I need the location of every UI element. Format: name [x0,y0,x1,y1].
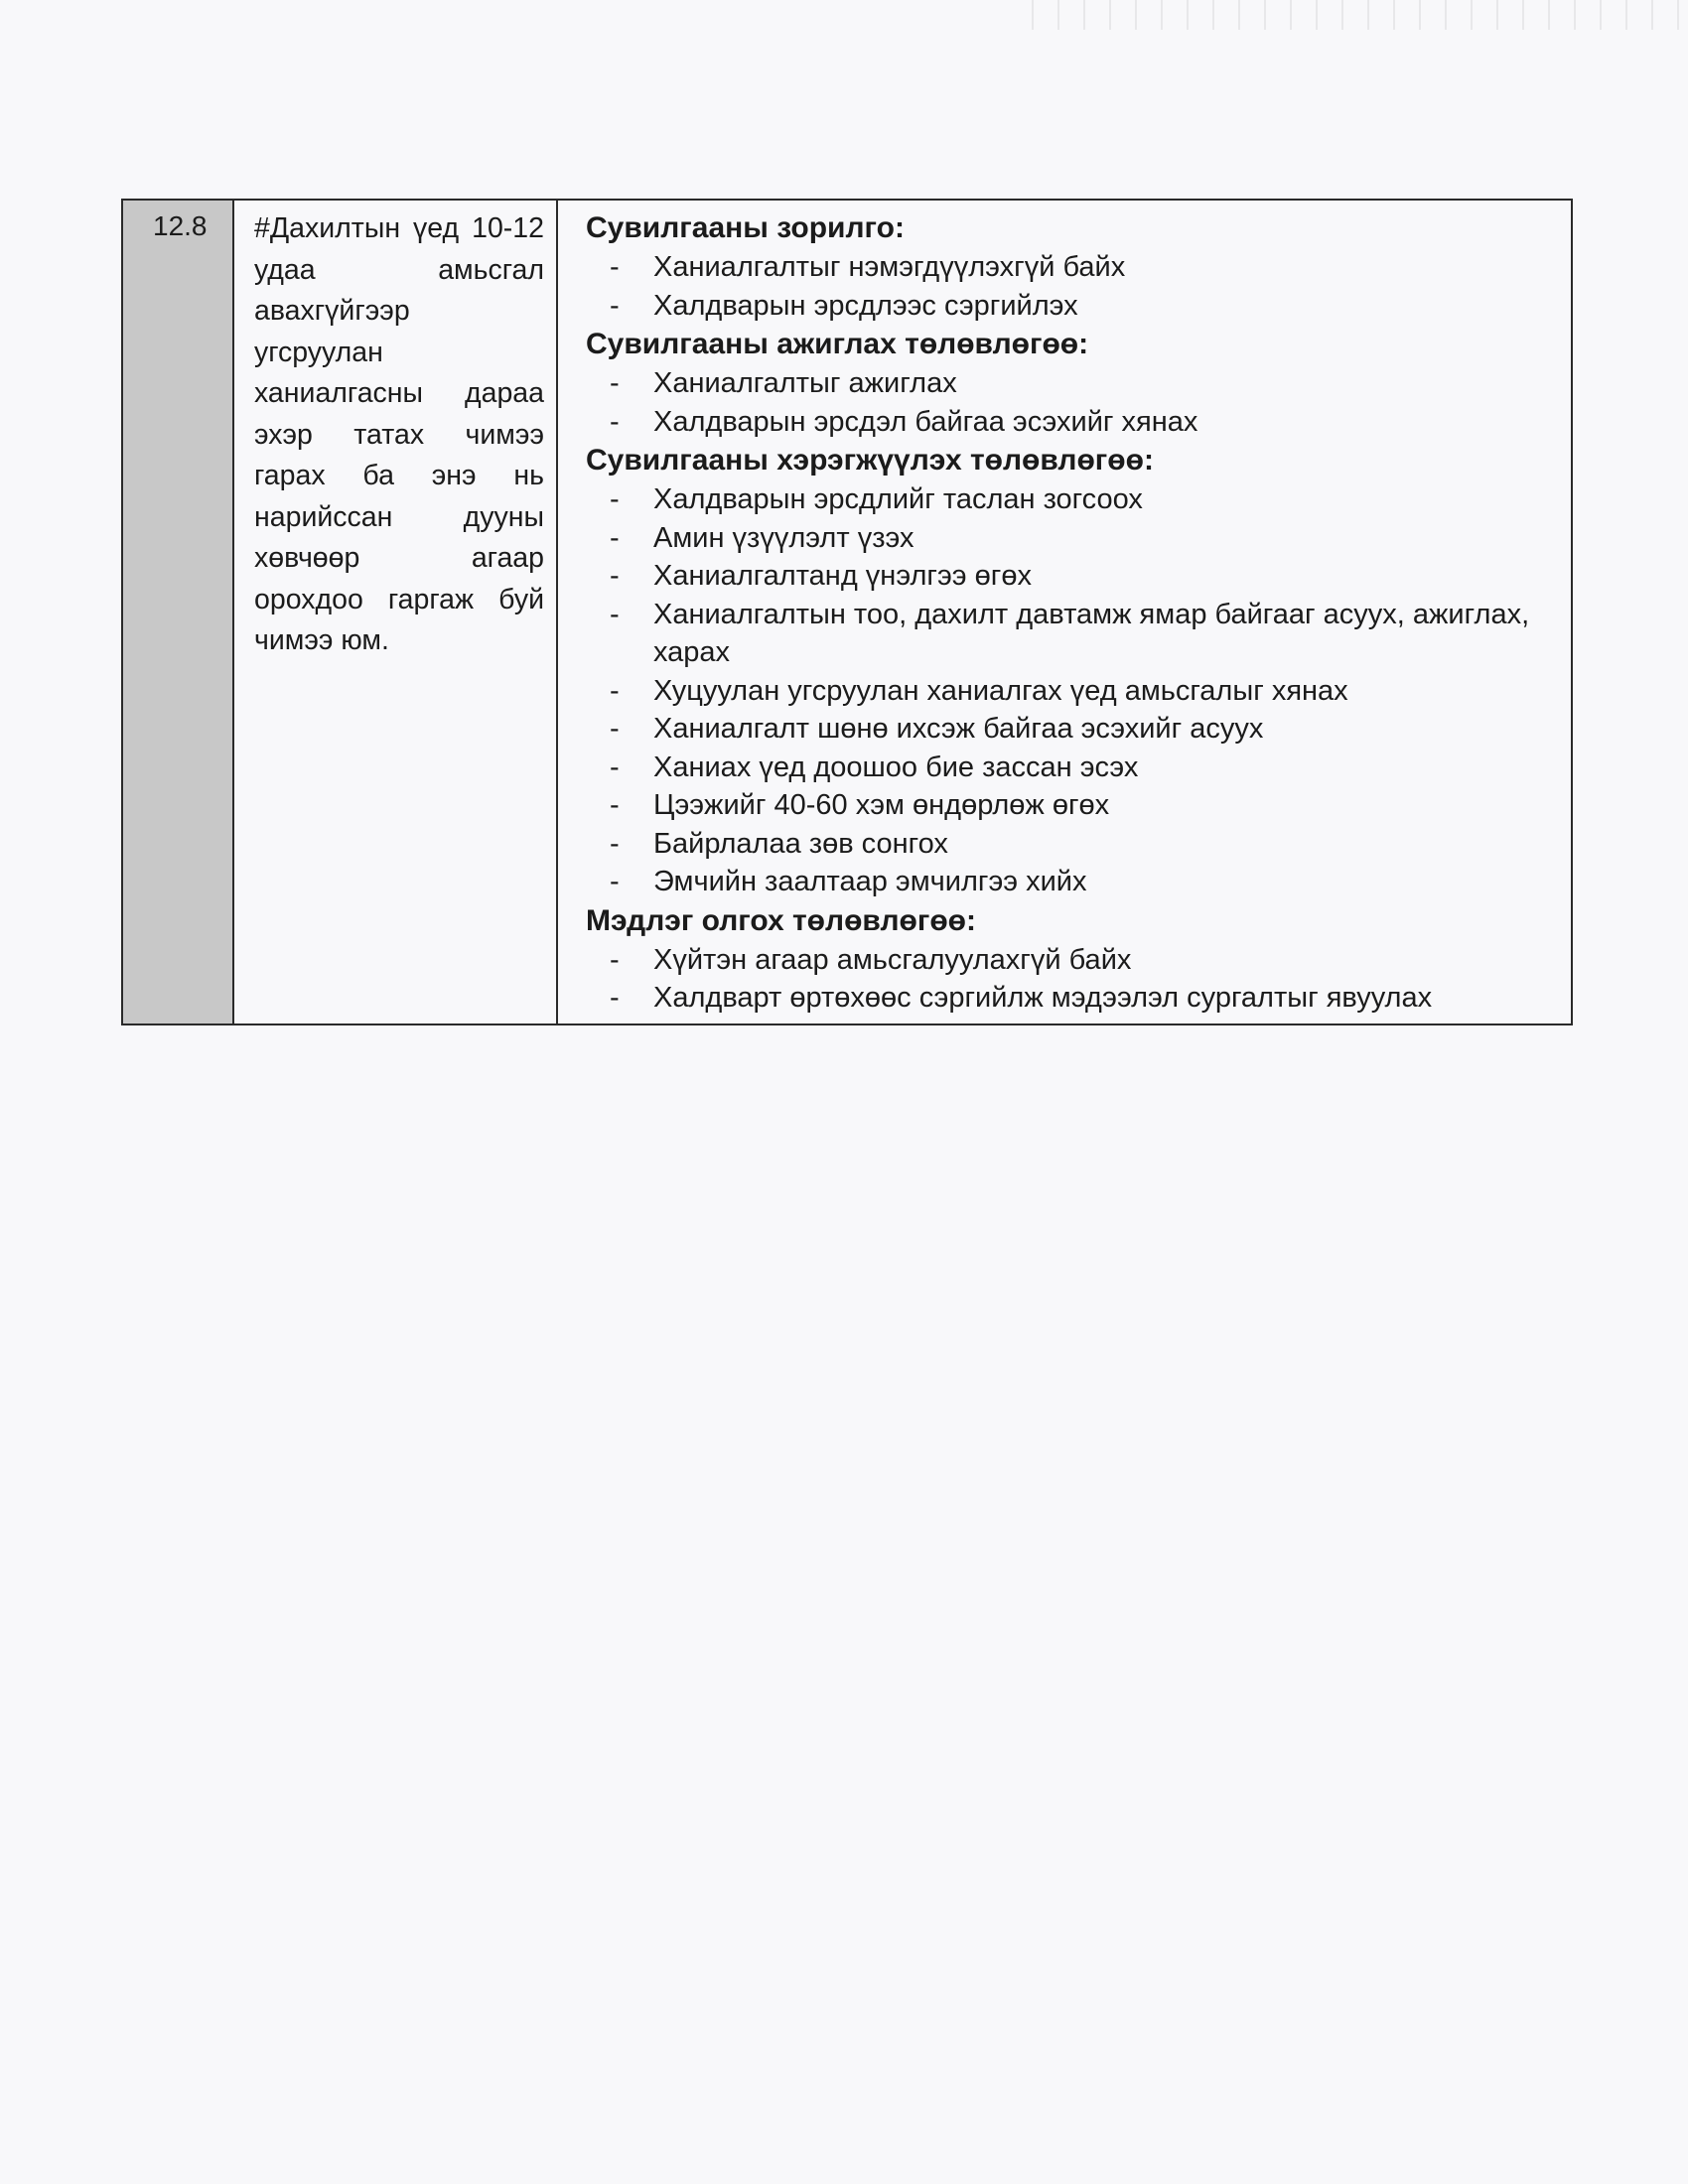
list-item: - Эмчийн заалтаар эмчилгээ хийх [653,863,1561,901]
list-item: - Ханиалгалтанд үнэлгээ өгөх [653,557,1561,596]
list-item: - Ханиах үед доошоо бие зассан эсэх [653,749,1561,787]
symptom-description: #Дахилтын үед 10-12 удаа амьсгал авахгүйгээр угсруулан ханиалгасны дараа эхэр татах чимээ гарах ба энэ нь нарийссан дууны хөвчөөр агаар орохдоо гаргаж буй чимээ юм. [254,212,544,656]
nursing-plan-table [121,199,1573,1025]
table-row [122,200,1572,1024]
section-heading-observation: Сувилгааны ажиглах төлөвлөгөө: [586,328,1089,360]
list-item: - Хүйтэн агаар амьсгалуулахгүй байх [653,941,1561,980]
list-item: - Ханиалгалт шөнө ихсэж байгаа эсэхийг асуух [653,710,1561,749]
implementation-list [586,480,1561,901]
description-cell [233,200,557,1024]
observation-list [586,364,1561,441]
list-item: - Цээжийг 40-60 хэм өндөрлөж өгөх [653,786,1561,825]
section-heading-implementation: Сувилгааны хэрэгжүүлэх төлөвлөгөө: [586,444,1154,477]
list-item: - Халдварын эрсдлийг таслан зогсоох [653,480,1561,519]
section-heading-education: Мэдлэг олгох төлөвлөгөө: [586,903,976,937]
list-item: - Ханиалгалтыг нэмэгдүүлэхгүй байх [653,248,1561,287]
list-item: - Халдварт өртөхөөс сэргийлж мэдээлэл сургалтыг явуулах [653,979,1561,1018]
list-item: - Халдварын эрсдлээс сэргийлэх [653,287,1561,326]
list-item: - Ханиалгалтын тоо, дахилт давтамж ямар байгааг асуух, ажиглах, харах [653,596,1561,672]
list-item: - Амин үзүүлэлт үзэх [653,519,1561,558]
row-number: 12.8 [153,210,208,241]
list-item: - Хуцуулан угсруулан ханиалгах үед амьсгалыг хянах [653,672,1561,711]
list-item: - Ханиалгалтыг ажиглах [653,364,1561,403]
row-number-cell [122,200,233,1024]
plan-cell [557,200,1572,1024]
education-list [586,941,1561,1018]
scan-edge-artifact [1023,0,1688,30]
list-item: - Халдварын эрсдэл байгаа эсэхийг хянах [653,403,1561,442]
goal-list [586,248,1561,325]
nursing-plan [558,201,1571,1024]
section-heading-goal: Сувилгааны зорилго: [586,211,905,244]
list-item: - Байрлалаа зөв сонгох [653,825,1561,864]
